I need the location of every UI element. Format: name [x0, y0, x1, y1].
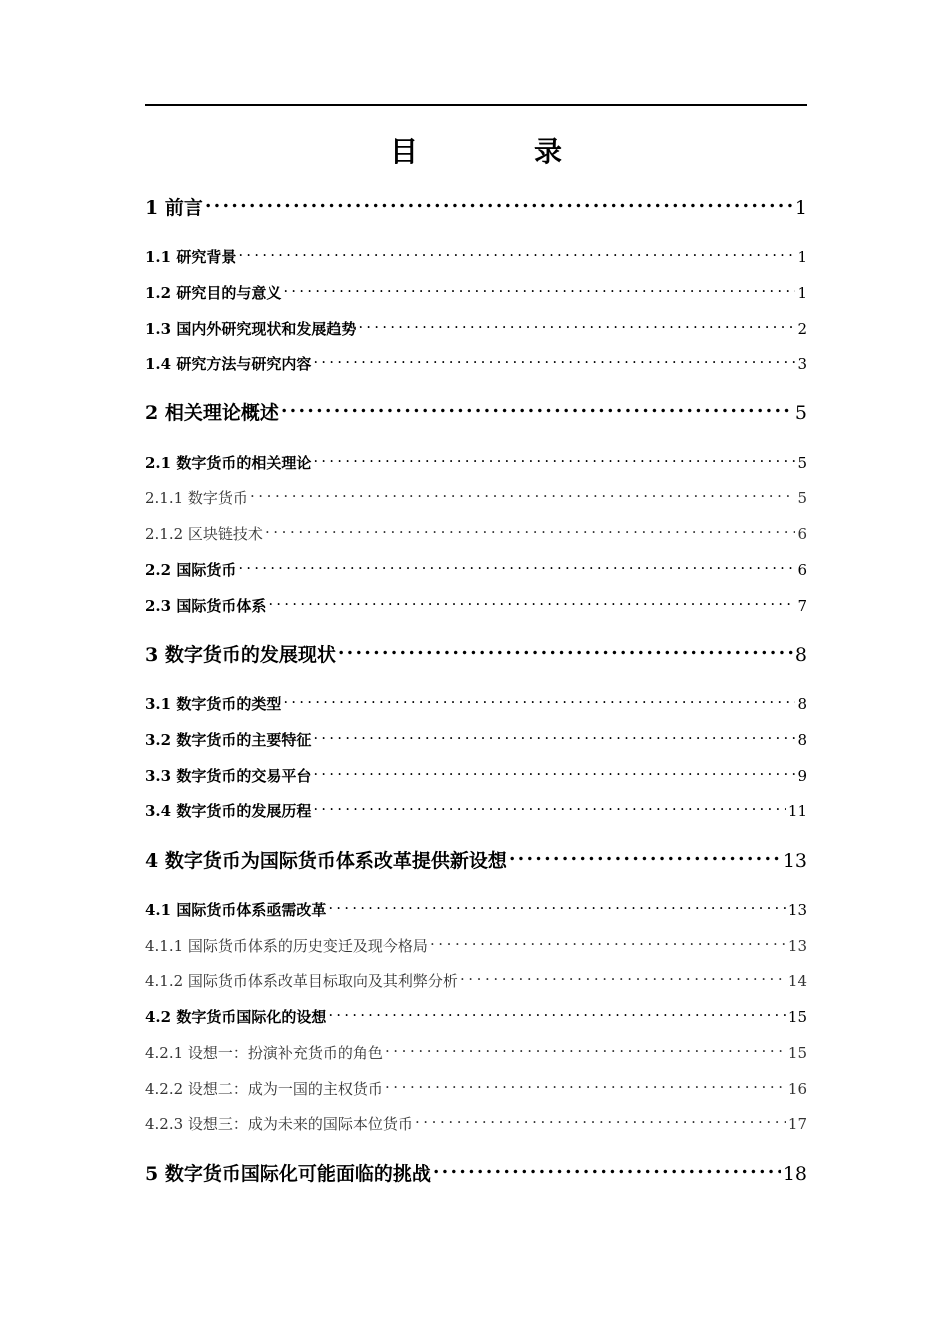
toc-entry-chapter-1[interactable] [145, 188, 807, 219]
toc-entry-4-1-2[interactable] [145, 964, 807, 990]
toc-entry-label: 3 数字货币的发展现状 [145, 644, 336, 666]
toc-entry-page: 14 [787, 972, 807, 990]
toc-entry-page: 17 [787, 1115, 807, 1133]
toc-entry-4-2-1[interactable] [145, 1036, 807, 1062]
dot-leader [385, 1072, 786, 1094]
dot-leader [205, 188, 793, 214]
toc-entry-2-3[interactable] [145, 589, 807, 615]
dot-leader [313, 446, 795, 468]
toc-entry-label: 2.3 国际货币体系 [145, 597, 267, 615]
toc-entry-page: 6 [797, 561, 807, 579]
dot-leader [509, 841, 781, 867]
toc-entry-page: 15 [787, 1008, 807, 1026]
dot-leader [250, 481, 796, 503]
dot-leader [265, 517, 796, 539]
toc-entry-page: 8 [797, 731, 807, 749]
toc-entry-label: 3.2 数字货币的主要特征 [145, 731, 312, 749]
toc-entry-label: 3.3 数字货币的交易平台 [145, 767, 312, 785]
toc-entry-page: 5 [797, 489, 807, 507]
toc-entry-4-2[interactable] [145, 1000, 807, 1026]
toc-entry-label: 1.4 研究方法与研究内容 [145, 355, 312, 373]
dot-leader [338, 635, 793, 661]
toc-entry-label: 4.2 数字货币国际化的设想 [145, 1008, 327, 1026]
toc-entry-page: 18 [782, 1163, 807, 1185]
dot-leader [385, 1036, 786, 1058]
toc-entry-4-2-3[interactable] [145, 1107, 807, 1133]
toc-entry-chapter-5[interactable] [145, 1154, 807, 1185]
toc-entry-4-2-2[interactable] [145, 1072, 807, 1098]
dot-leader [281, 393, 793, 419]
dot-leader [313, 347, 795, 369]
toc-entry-2-1-1[interactable] [145, 481, 807, 507]
toc-entry-label: 5 数字货币国际化可能面临的挑战 [145, 1163, 431, 1185]
dot-leader [283, 687, 795, 709]
toc-entry-page: 13 [787, 901, 807, 919]
dot-leader [433, 1154, 781, 1180]
toc-entry-3-3[interactable] [145, 759, 807, 785]
toc-entry-page: 11 [787, 802, 807, 820]
toc-entry-label: 2.1.1 数字货币 [145, 489, 248, 507]
toc-entry-label: 3.4 数字货币的发展历程 [145, 802, 312, 820]
toc-entry-2-1[interactable] [145, 446, 807, 472]
toc-entry-2-2[interactable] [145, 553, 807, 579]
dot-leader [283, 276, 795, 298]
toc-entry-page: 9 [797, 767, 807, 785]
toc-entry-label: 2.2 国际货币 [145, 561, 237, 579]
toc-entry-page: 2 [797, 320, 807, 338]
dot-leader [268, 589, 795, 611]
dot-leader [358, 312, 795, 334]
toc-entry-page: 8 [794, 644, 807, 666]
toc-entry-3-2[interactable] [145, 723, 807, 749]
toc-entry-page: 13 [782, 850, 807, 872]
toc-entry-page: 1 [794, 197, 807, 219]
toc-entry-2-1-2[interactable] [145, 517, 807, 543]
toc-entry-page: 3 [797, 355, 807, 373]
toc-entry-4-1-1[interactable] [145, 929, 807, 955]
toc-entry-page: 1 [797, 284, 807, 302]
toc-entry-page: 6 [797, 525, 807, 543]
toc-entry-label: 4.2.3 设想三：成为未来的国际本位货币 [145, 1115, 413, 1133]
toc-entry-1-3[interactable] [145, 312, 807, 338]
toc-entry-label: 3.1 数字货币的类型 [145, 695, 282, 713]
dot-leader [328, 893, 786, 915]
dot-leader [238, 240, 795, 262]
toc-entry-label: 2.1.2 区块链技术 [145, 525, 263, 543]
toc-entry-chapter-2[interactable] [145, 393, 807, 424]
toc-entry-page: 5 [797, 454, 807, 472]
toc-entry-page: 7 [797, 597, 807, 615]
toc-entry-4-1[interactable] [145, 893, 807, 919]
toc-entry-label: 1.2 研究目的与意义 [145, 284, 282, 302]
toc-entry-page: 15 [787, 1044, 807, 1062]
toc-entry-3-1[interactable] [145, 687, 807, 713]
dot-leader [430, 929, 786, 951]
toc-entry-chapter-4[interactable] [145, 841, 807, 872]
toc-entry-label: 4.2.2 设想二：成为一国的主权货币 [145, 1080, 383, 1098]
dot-leader [313, 794, 786, 816]
toc-entry-page: 13 [787, 937, 807, 955]
toc-entry-label: 2 相关理论概述 [145, 402, 279, 424]
toc-entry-label: 1 前言 [145, 197, 203, 219]
dot-leader [313, 723, 795, 745]
toc-entry-label: 4.2.1 设想一：扮演补充货币的角色 [145, 1044, 383, 1062]
toc-entry-label: 4.1 国际货币体系亟需改革 [145, 901, 327, 919]
toc-entry-page: 5 [794, 402, 807, 424]
toc-entry-chapter-3[interactable] [145, 635, 807, 666]
toc-entry-label: 1.3 国内外研究现状和发展趋势 [145, 320, 357, 338]
toc-entry-label: 4.1.1 国际货币体系的历史变迁及现今格局 [145, 937, 428, 955]
toc-entry-1-1[interactable] [145, 240, 807, 266]
toc-entry-1-2[interactable] [145, 276, 807, 302]
dot-leader [328, 1000, 786, 1022]
toc-entry-label: 4 数字货币为国际货币体系改革提供新设想 [145, 850, 507, 872]
dot-leader [238, 553, 795, 575]
toc-entry-3-4[interactable] [145, 794, 807, 820]
toc-entry-page: 8 [797, 695, 807, 713]
dot-leader [313, 759, 795, 781]
toc-title: 目 录 [389, 135, 606, 168]
toc-entry-page: 1 [797, 248, 807, 266]
toc-entry-page: 16 [787, 1080, 807, 1098]
toc-entry-label: 1.1 研究背景 [145, 248, 237, 266]
toc-entry-1-4[interactable] [145, 347, 807, 373]
header-rule [145, 104, 807, 106]
toc-entry-label: 4.1.2 国际货币体系改革目标取向及其利弊分析 [145, 972, 458, 990]
dot-leader [460, 964, 786, 986]
toc-entry-label: 2.1 数字货币的相关理论 [145, 454, 312, 472]
dot-leader [415, 1107, 786, 1129]
